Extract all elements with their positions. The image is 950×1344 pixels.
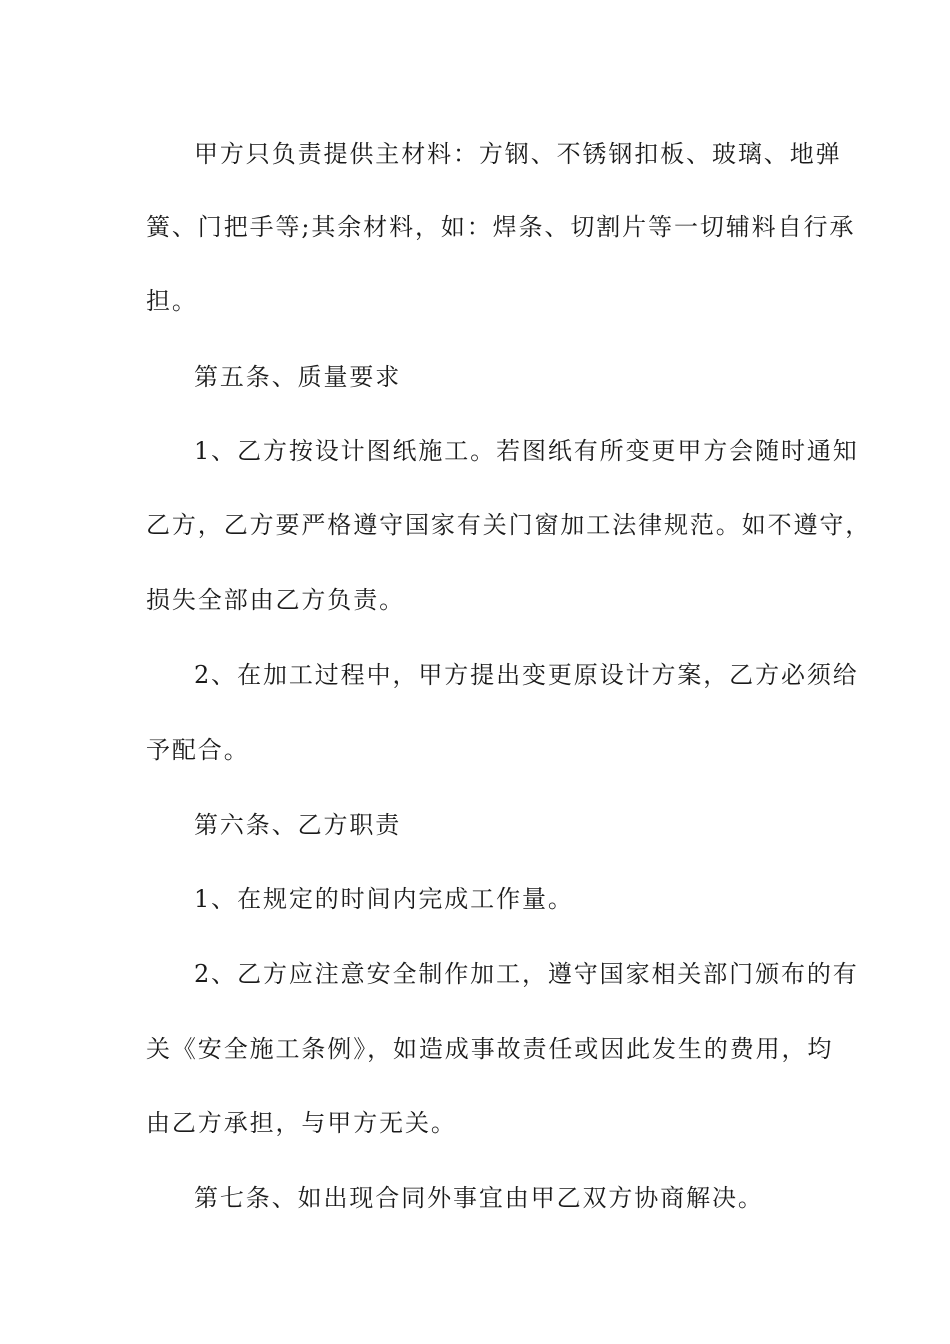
article-5-item-2-line-1: 2、在加工过程中，甲方提出变更原设计方案，乙方必须给	[194, 661, 859, 689]
article-6-item-2-line-3: 由乙方承担，与甲方无关。	[146, 1109, 457, 1137]
paragraph-materials-line-3: 担。	[146, 287, 198, 315]
article-6-item-2-line-2: 关《安全施工条例》，如造成事故责任或因此发生的费用，均	[146, 1035, 834, 1063]
paragraph-materials-line-2: 簧、门把手等;其余材料，如：焊条、切割片等一切辅料自行承	[146, 213, 856, 241]
article-6-item-1: 1、在规定的时间内完成工作量。	[194, 885, 574, 913]
article-5-item-1-line-2: 乙方，乙方要严格遵守国家有关门窗加工法律规范。如不遵守，	[146, 511, 872, 539]
article-5-heading: 第五条、质量要求	[194, 363, 402, 391]
article-6-item-2-line-1: 2、乙方应注意安全制作加工，遵守国家相关部门颁布的有	[194, 960, 859, 988]
paragraph-materials-line-1: 甲方只负责提供主材料：方钢、不锈钢扣板、玻璃、地弹	[194, 140, 842, 168]
article-7-text: 第七条、如出现合同外事宜由甲乙双方协商解决。	[194, 1184, 764, 1212]
article-6-heading: 第六条、乙方职责	[194, 811, 402, 839]
article-5-item-2-line-2: 予配合。	[146, 736, 250, 764]
article-5-item-1-line-1: 1、乙方按设计图纸施工。若图纸有所变更甲方会随时通知	[194, 437, 859, 465]
article-5-item-1-line-3: 损失全部由乙方负责。	[146, 586, 405, 614]
